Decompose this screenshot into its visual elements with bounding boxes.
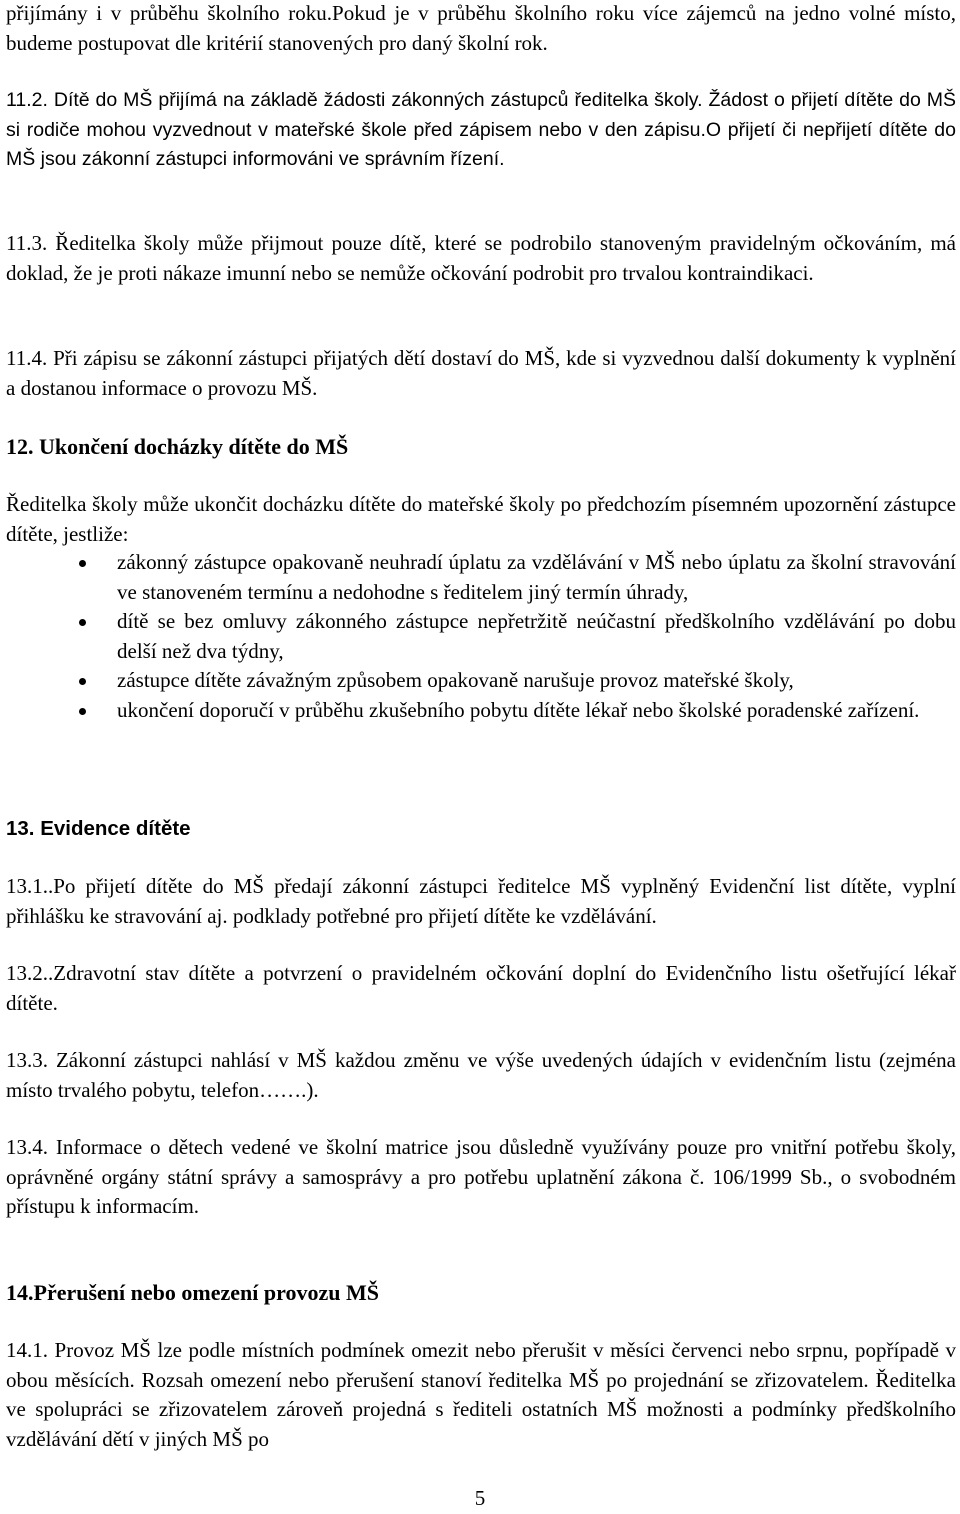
list-item: zástupce dítěte závažným způsobem opakovaně narušuje provoz mateřské školy, [0, 666, 956, 696]
list-item: dítě se bez omluvy zákonného zástupce nepřetržitě neúčastní předškolního vzdělávání po dobu delší než dva týdny, [0, 607, 956, 666]
paragraph-13-4: 13.4. Informace o dětech vedené ve školní matrice jsou důsledně využívány pouze pro vnitřní potřebu školy, oprávněné orgány státní správy a samosprávy a pro potřebu uplatnění zákona č. 106/1999 Sb., o svobodném přístupu k informacím. [6, 1135, 956, 1218]
list-item: zákonný zástupce opakovaně neuhradí úplatu za vzdělávání v MŠ nebo úplatu za školní stravování ve stanoveném termínu a nedohodne s ředitelem jiný termín úhrady, [0, 548, 956, 607]
heading-section-13: 13. Evidence dítěte [6, 817, 191, 840]
bullet-icon [79, 708, 86, 715]
paragraph-intro: přijímány i v průběhu školního roku.Pokud je v průběhu školního roku více zájemců na jedno volné místo, budeme postupovat dle kritérií stanovených pro daný školní rok. [6, 1, 956, 55]
termination-conditions-list [0, 548, 956, 725]
heading-section-14: 14.Přerušení nebo omezení provozu MŠ [6, 1280, 379, 1305]
paragraph-13-3: 13.3. Zákonní zástupci nahlásí v MŠ každou změnu ve výše uvedených údajích v evidenčním listu (zejména místo trvalého pobytu, telefon…….). [6, 1048, 956, 1102]
bullet-icon [79, 678, 86, 685]
bullet-icon [79, 619, 86, 626]
paragraph-11-4: 11.4. Při zápisu se zákonní zástupci přijatých dětí dostaví do MŠ, kde si vyzvednou další dokumenty k vyplnění a dostanou informace o provozu MŠ. [6, 346, 956, 400]
page-number: 5 [474, 1486, 486, 1510]
paragraph-11-2: 11.2. Dítě do MŠ přijímá na základě žádosti zákonných zástupců ředitelka školy. Žádost o přijetí dítěte do MŠ si rodiče mohou vyzvednout v mateřské škole před zápisem nebo v den zápisu.O přijetí či nepřijetí dítěte do MŠ jsou zákonní zástupci informováni ve správním řízení. [6, 89, 956, 170]
paragraph-14-1: 14.1. Provoz MŠ lze podle místních podmínek omezit nebo přerušit v měsíci červenci nebo srpnu, popřípadě v obou měsících. Rozsah omezení nebo přerušení stanoví ředitelka MŠ po projednání se zřizovatelem. Ředitelka ve spolupráci se zřizovatelem zároveň projedná s řediteli ostatních MŠ možnosti a podmínky předškolního vzdělávání dětí v jiných MŠ po [6, 1338, 956, 1451]
paragraph-12-intro: Ředitelka školy může ukončit docházku dítěte do mateřské školy po předchozím písemném upozornění zástupce dítěte, jestliže: [6, 492, 956, 546]
paragraph-13-2: 13.2..Zdravotní stav dítěte a potvrzení o pravidelném očkování doplní do Evidenčního listu ošetřující lékař dítěte. [6, 961, 956, 1015]
bullet-icon [79, 560, 86, 567]
heading-section-12: 12. Ukončení docházky dítěte do MŠ [6, 434, 349, 459]
paragraph-11-3: 11.3. Ředitelka školy může přijmout pouze dítě, které se podrobilo stanoveným pravidelným očkováním, má doklad, že je proti nákaze imunní nebo se nemůže očkování podrobit pro trvalou kontraindikaci. [6, 231, 956, 285]
list-item: ukončení doporučí v průběhu zkušebního pobytu dítěte lékař nebo školské poradenské zařízení. [0, 696, 956, 726]
paragraph-13-1: 13.1..Po přijetí dítěte do MŠ předají zákonní zástupci ředitelce MŠ vyplněný Evidenční list dítěte, vyplní přihlášku ke stravování aj. podklady potřebné pro přijetí dítěte ke vzdělávání. [6, 874, 956, 928]
